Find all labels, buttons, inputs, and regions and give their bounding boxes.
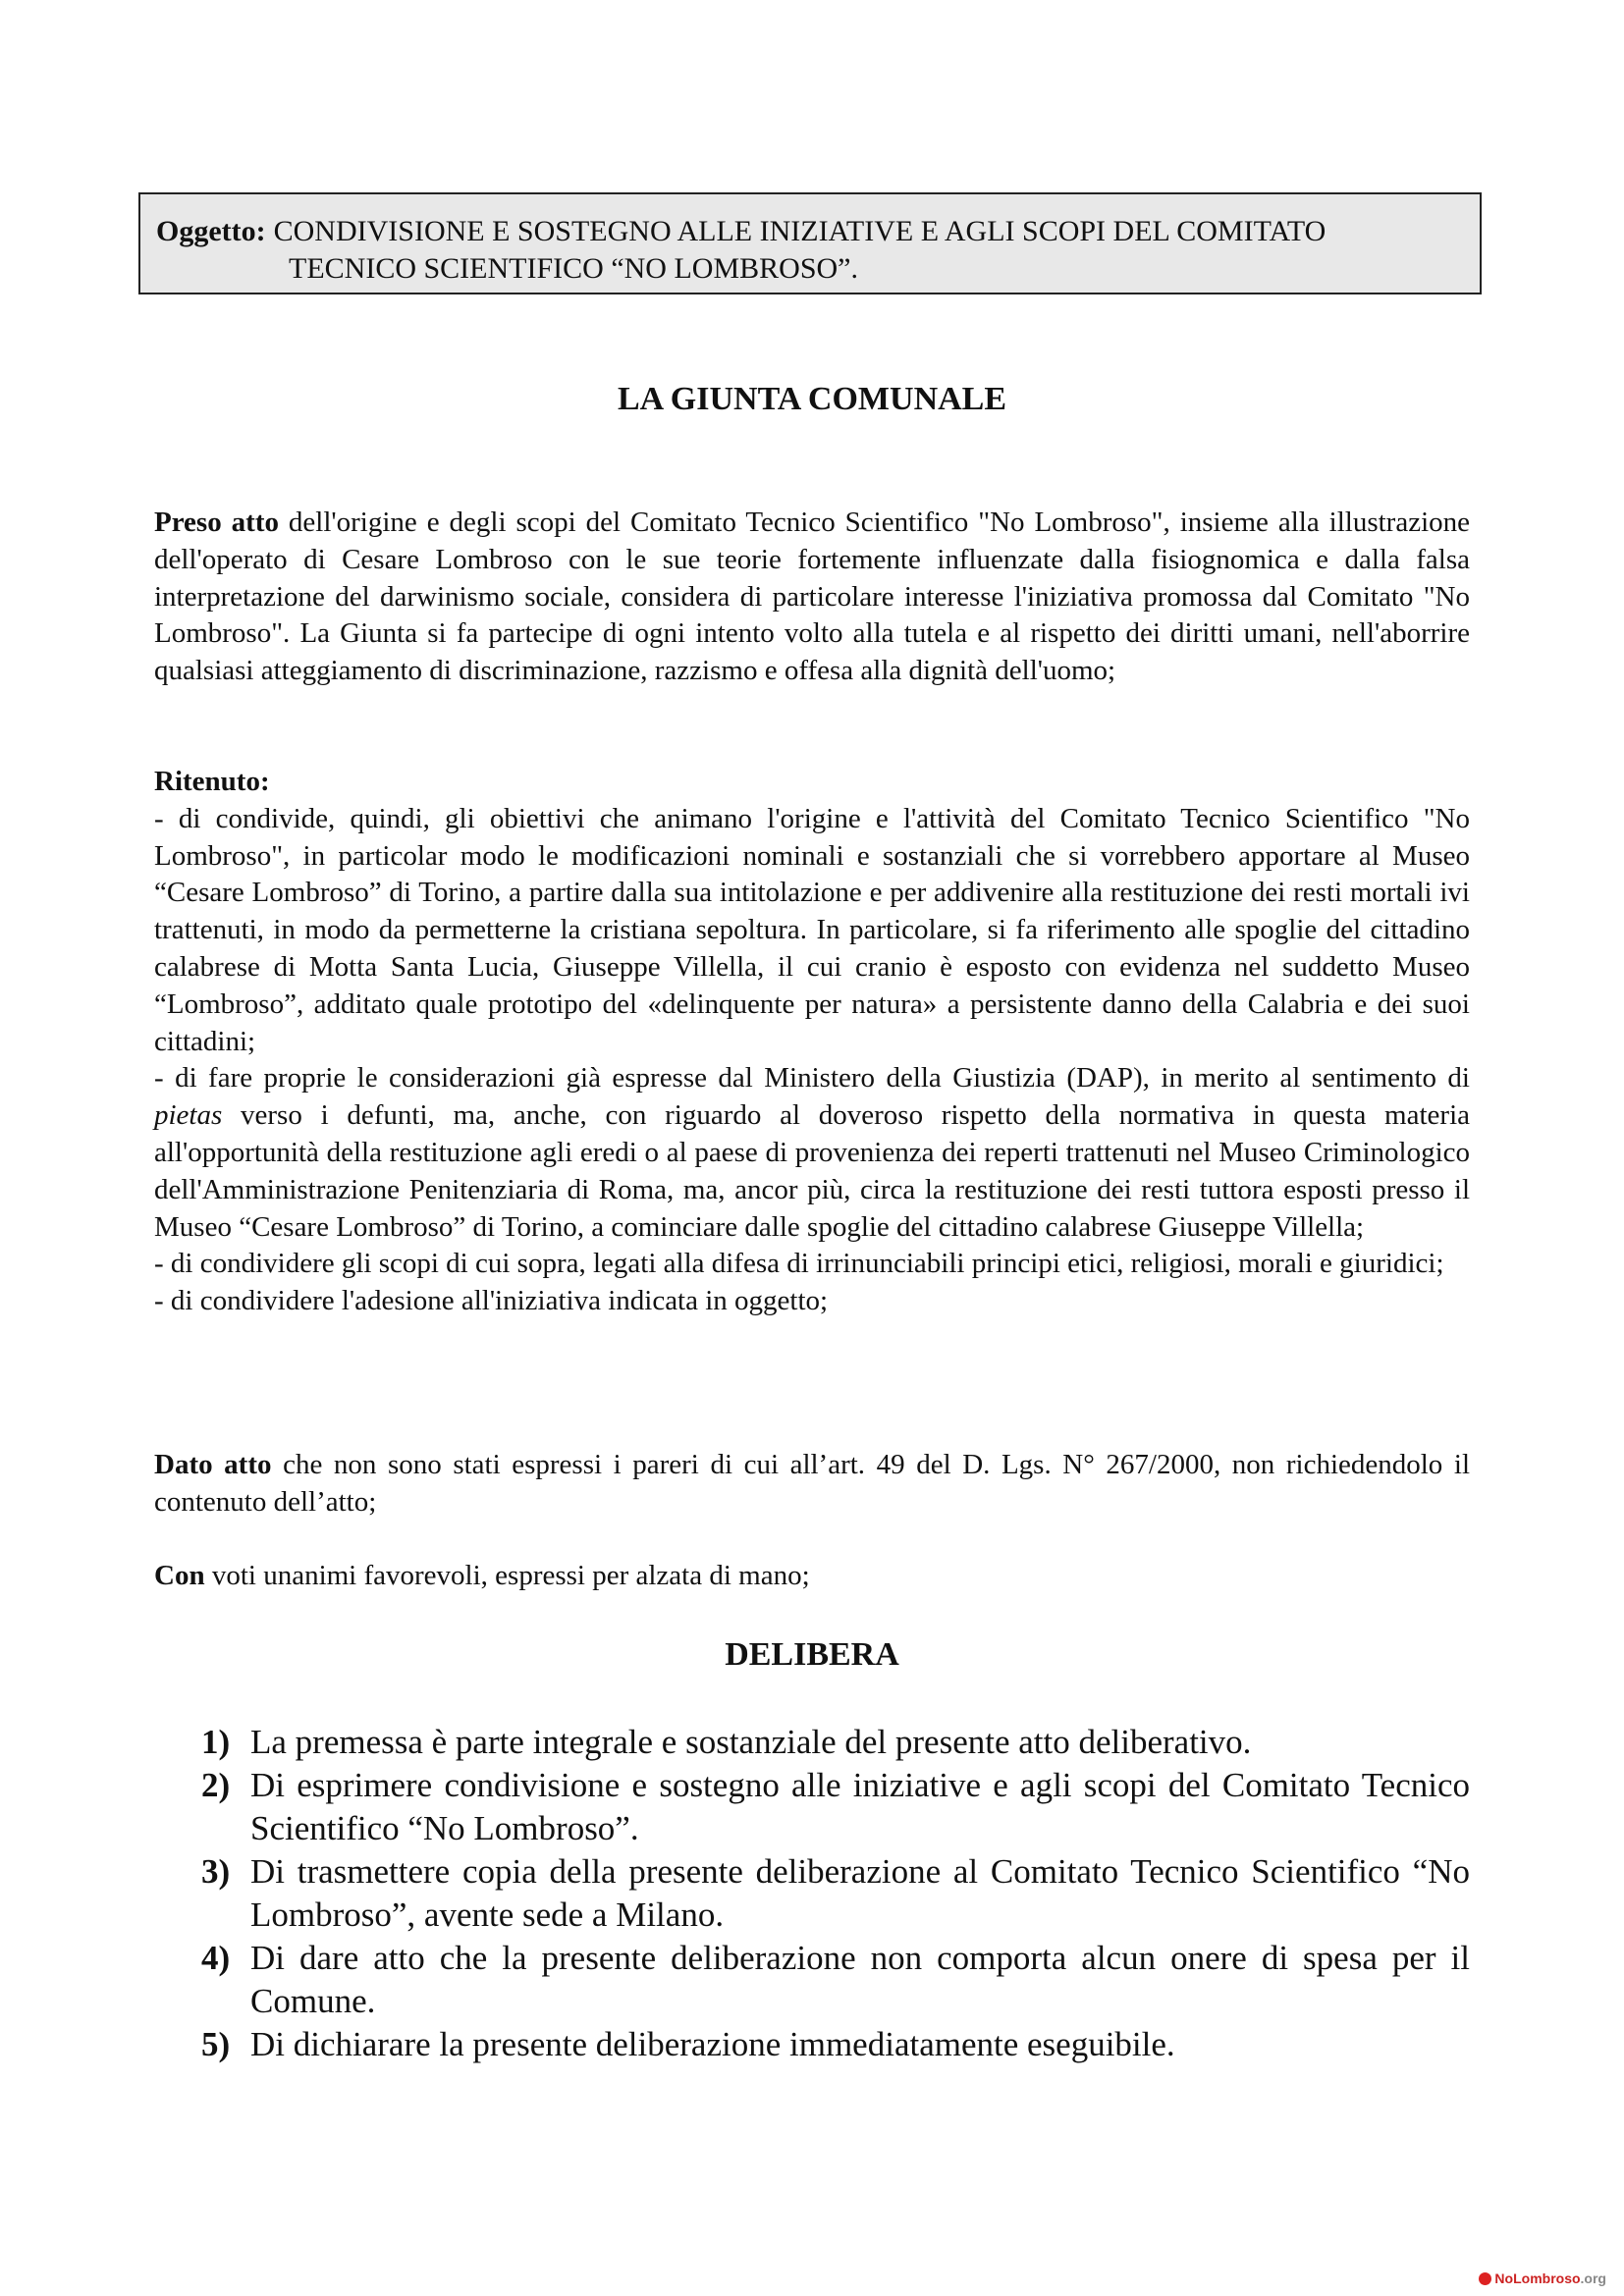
watermark-part-org: .org xyxy=(1580,2270,1606,2286)
preso-atto-text: dell'origine e degli scopi del Comitato Tecnico Scientifico "No Lombroso", insieme alla illustrazione dell'operato di Cesare Lombroso con le sue teorie fortemente influenzate dalla fisiognomica e dalla falsa interpretazione del darwinismo sociale, considera di particolare interesse l'iniziativa promossa dal Comitato "No Lombroso". La Giunta si fa partecipe di ogni intento volto alla tutela e al rispetto dei diritti umani, nell'aborrire qualsiasi atteggiamento di discriminazione, razzismo e offesa alla dignità dell'uomo; xyxy=(154,507,1470,687)
delibera-item-text: Di dichiarare la presente deliberazione immediatamente eseguibile. xyxy=(250,2025,1175,2063)
ritenuto-lead: Ritenuto: xyxy=(154,766,270,797)
watermark-part-no: No xyxy=(1494,2270,1514,2286)
ritenuto-item-2-after: verso i defunti, ma, anche, con riguardo al doveroso rispetto della normativa in questa materia all'opportunità della restituzione agli eredi o al paese di provenienza dei reperti trattenuti nel Museo Criminologico dell'Amministrazione Penitenziaria di Roma, ma, ancor più, circa la restituzione dei resti tuttora esposti presso il Museo “Cesare Lombroso” di Torino, a cominciare dalle spoglie del cittadino calabrese Giuseppe Villella; xyxy=(154,1099,1470,1243)
delibera-item-number: 3) xyxy=(201,1852,231,1891)
preso-atto-lead: Preso atto xyxy=(154,507,279,538)
section-con-voti xyxy=(154,1558,1470,1595)
delibera-item-number: 5) xyxy=(201,2025,231,2063)
subject-text-line-1: CONDIVISIONE E SOSTEGNO ALLE INIZIATIVE E AGLI SCOPI DEL COMITATO xyxy=(273,215,1326,247)
dato-atto-paragraph xyxy=(154,1447,1470,1522)
delibera-item xyxy=(201,2023,1470,2066)
subject-label: Oggetto: xyxy=(156,215,266,247)
delibera-item xyxy=(201,1764,1470,1850)
delibera-item-number: 2) xyxy=(201,1766,231,1804)
section-ritenuto xyxy=(154,764,1470,1320)
delibera-item xyxy=(201,1937,1470,2023)
delibera-item xyxy=(201,1850,1470,1937)
section-preso-atto xyxy=(154,505,1470,690)
con-voti-lead: Con xyxy=(154,1560,205,1591)
ritenuto-item-2-italic: pietas xyxy=(154,1099,223,1132)
delibera-item-number: 4) xyxy=(201,1939,231,1977)
delibera-item xyxy=(201,1721,1470,1764)
heading-delibera: DELIBERA xyxy=(725,1636,899,1673)
delibera-list xyxy=(201,1721,1470,2066)
section-dato-atto xyxy=(154,1447,1470,1522)
subject-line-1 xyxy=(156,213,1480,250)
dato-atto-lead: Dato atto xyxy=(154,1449,272,1480)
subject-box xyxy=(138,192,1482,294)
preso-atto-paragraph xyxy=(154,505,1470,690)
delibera-item-text: Di trasmettere copia della presente deliberazione al Comitato Tecnico Scientifico “No Lombroso”, avente sede a Milano. xyxy=(250,1852,1470,1934)
ritenuto-item-4: - di condividere l'adesione all'iniziativa indicata in oggetto; xyxy=(154,1285,829,1317)
ritenuto-item-3: - di condividere gli scopi di cui sopra, legati alla difesa di irrinunciabili principi etici, religiosi, morali e giuridici; xyxy=(154,1248,1444,1280)
delibera-item-number: 1) xyxy=(201,1723,231,1761)
ritenuto-item-2 xyxy=(154,1060,1470,1246)
watermark-logo xyxy=(1479,2270,1606,2286)
ritenuto-item-1: - di condivide, quindi, gli obiettivi che animano l'origine e l'attività del Comitato Tecnico Scientifico "No Lombroso", in particolar modo le modificazioni nominali e sostanziali che si vorrebbero apportare al Museo “Cesare Lombroso” di Torino, a partire dalla sua intitolazione e per addivenire alla restituzione dei resti mortali ivi trattenuti, in modo da permetterne la cristiana sepoltura. In particolare, si fa riferimento alle spoglie del cittadino calabrese di Motta Santa Lucia, Giuseppe Villella, il cui cranio è esposto con evidenza nel suddetto Museo “Lombroso”, additato quale prototipo del «delinquente per natura» a persistente danno della Calabria e dei suoi cittadini; xyxy=(154,802,1470,1057)
heading-giunta-comunale: LA GIUNTA COMUNALE xyxy=(617,381,1007,417)
delibera-item-text: La premessa è parte integrale e sostanziale del presente atto deliberativo. xyxy=(250,1723,1252,1761)
con-voti-text: voti unanimi favorevoli, espressi per alzata di mano; xyxy=(204,1560,810,1591)
subject-text-line-2: TECNICO SCIENTIFICO “NO LOMBROSO”. xyxy=(289,252,858,285)
delibera-item-text: Di dare atto che la presente deliberazione non comporta alcun onere di spesa per il Comune. xyxy=(250,1939,1470,2020)
delibera-item-text: Di esprimere condivisione e sostegno alle iniziative e agli scopi del Comitato Tecnico Scientifico “No Lombroso”. xyxy=(250,1766,1470,1847)
watermark-part-lombroso: Lombroso xyxy=(1513,2270,1581,2286)
watermark-dot-icon xyxy=(1479,2272,1491,2285)
dato-atto-text: che non sono stati espressi i pareri di cui all’art. 49 del D. Lgs. N° 267/2000, non richiedendolo il contenuto dell’atto; xyxy=(154,1449,1470,1518)
ritenuto-item-2-before: - di fare proprie le considerazioni già espresse dal Ministero della Giustizia (DAP), in merito al sentimento di xyxy=(154,1062,1470,1095)
con-voti-paragraph xyxy=(154,1558,1470,1595)
